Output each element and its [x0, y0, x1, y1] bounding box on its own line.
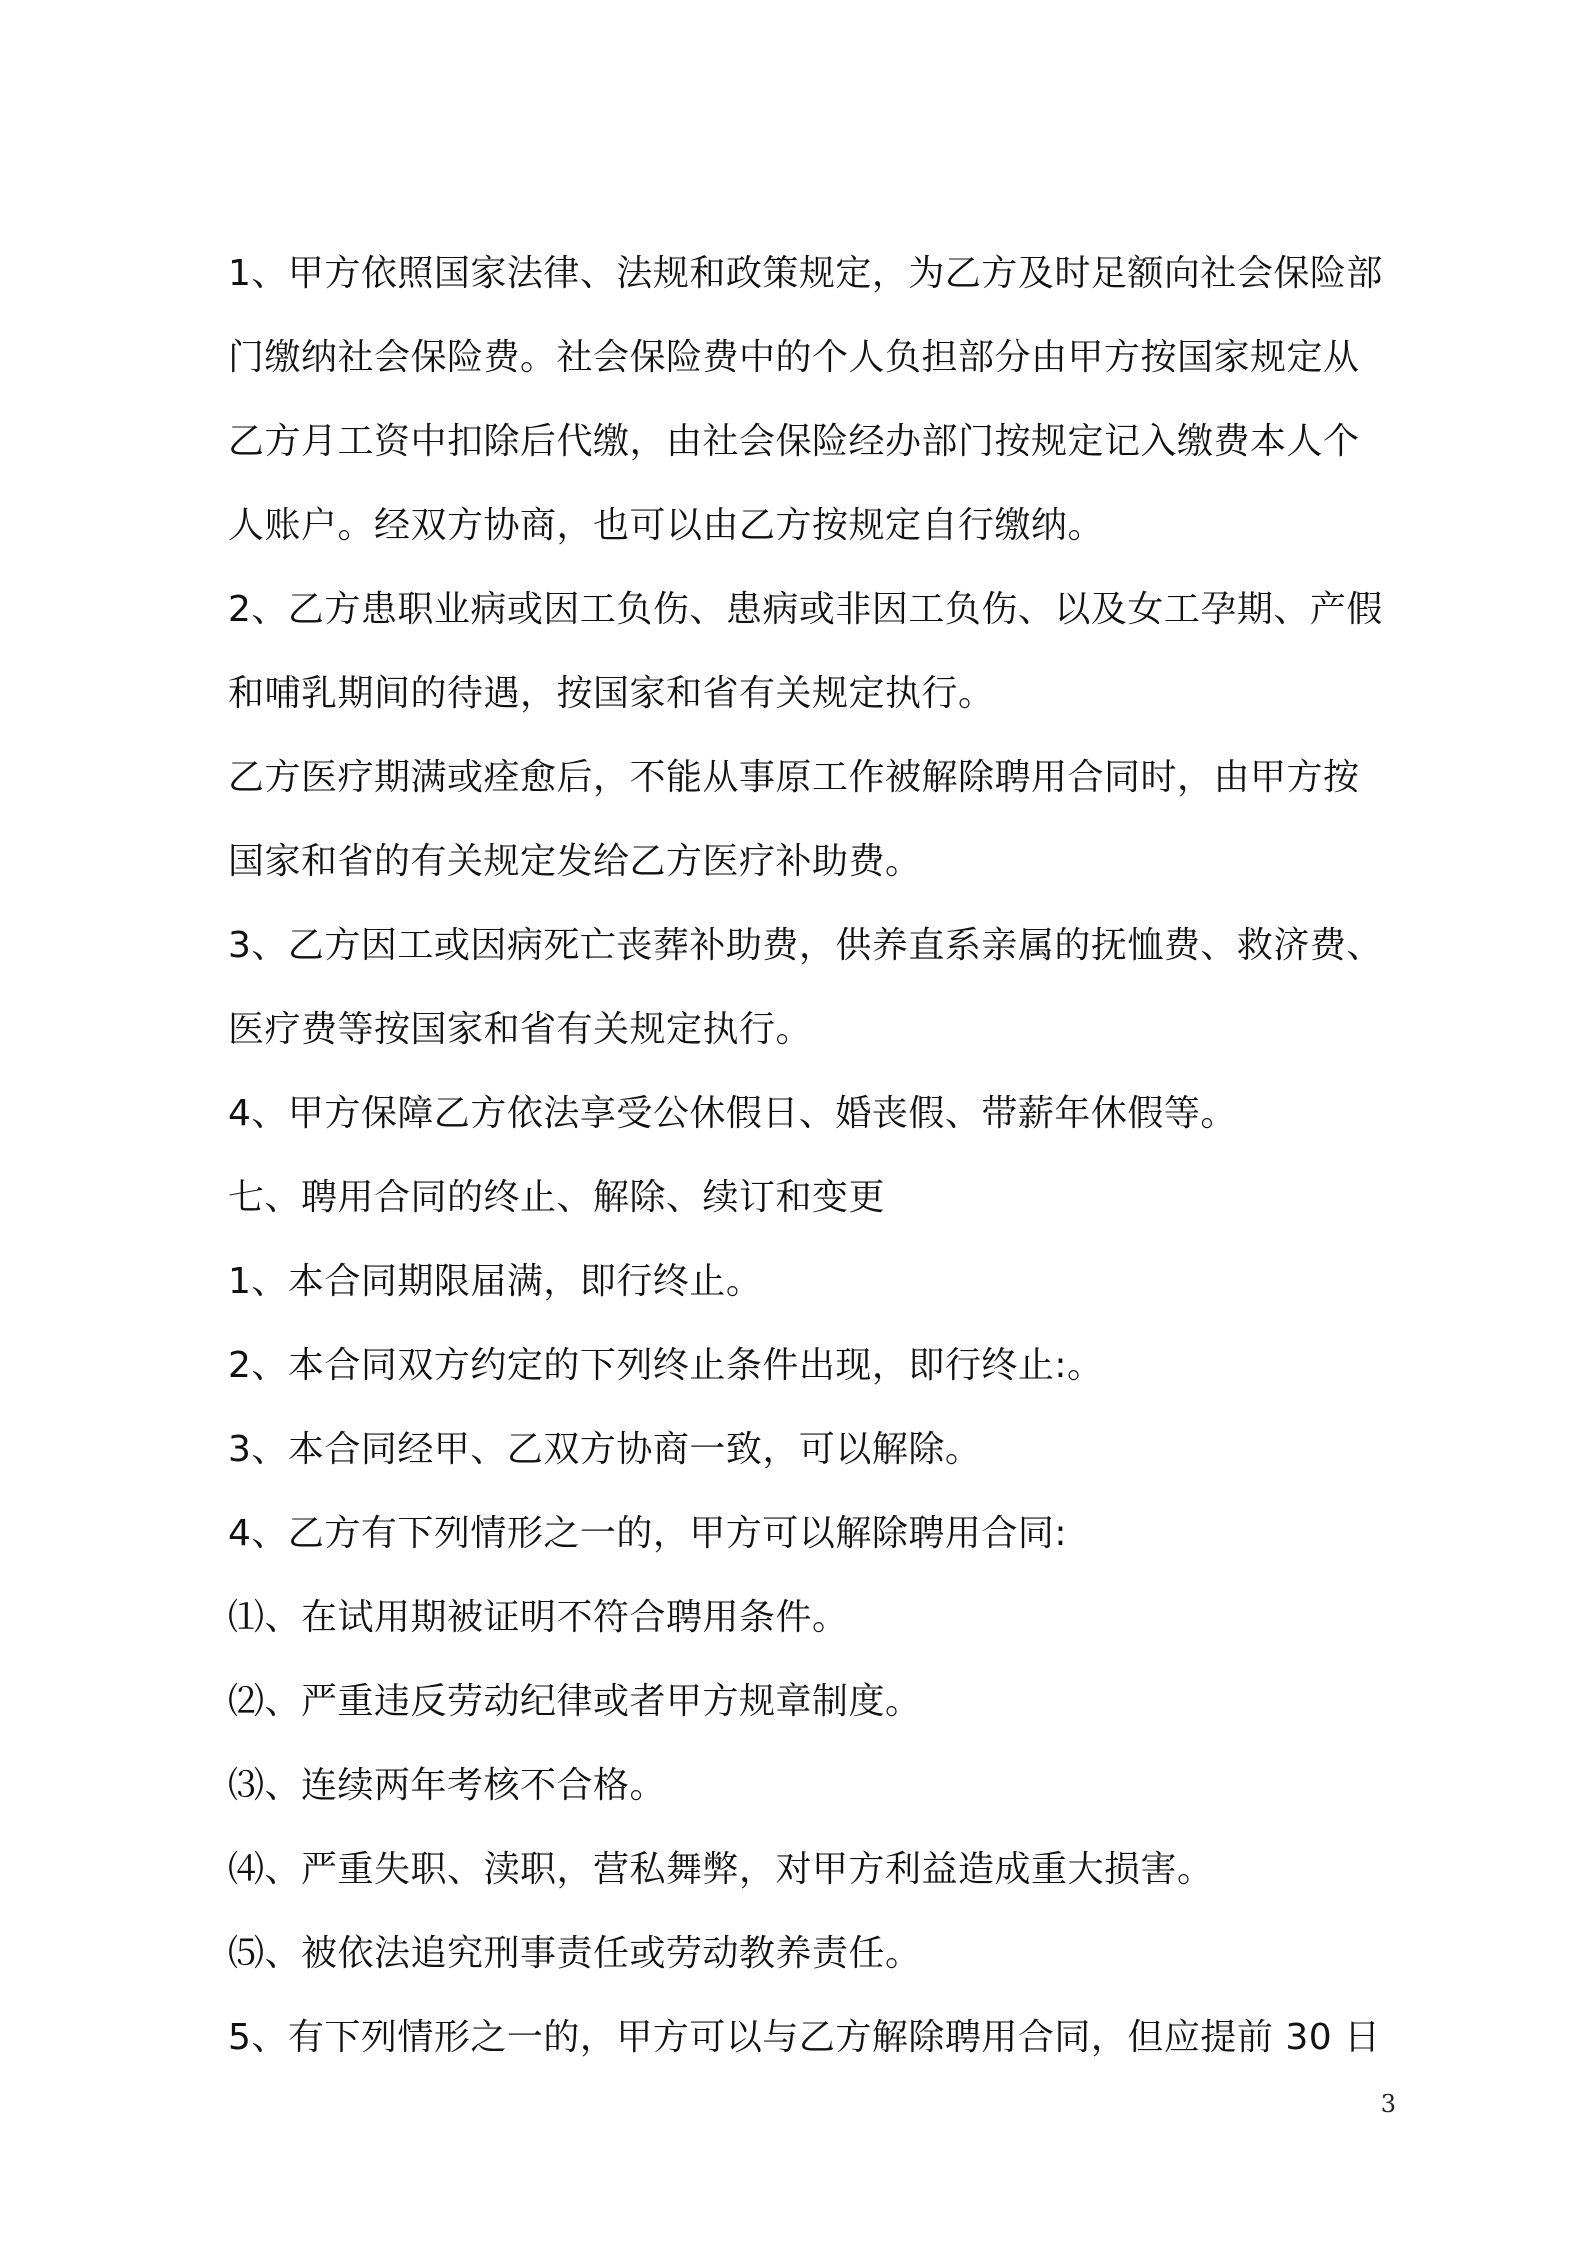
text-line: 3、本合同经甲、乙双方协商一致，可以解除。: [228, 1429, 982, 1470]
text-line: 和哺乳期间的待遇，按国家和省有关规定执行。: [228, 673, 995, 714]
text-line: ⑵、严重违反劳动纪律或者甲方规章制度。: [228, 1681, 922, 1722]
text-line: 人账户。经双方协商，也可以由乙方按规定自行缴纳。: [228, 505, 1105, 546]
text-line: 4、甲方保障乙方依法享受公休假日、婚丧假、带薪年休假等。: [228, 1093, 1237, 1134]
document-body: [228, 232, 1408, 2080]
text-line: 5、有下列情形之一的，甲方可以与乙方解除聘用合同，但应提前 30 日: [228, 2017, 1381, 2058]
text-line: ⑷、严重失职、渎职，营私舞弊，对甲方利益造成重大损害。: [228, 1849, 1214, 1890]
text-line: 2、本合同双方约定的下列终止条件出现，即行终止:。: [228, 1345, 1104, 1386]
text-line: 医疗费等按国家和省有关规定执行。: [228, 1009, 813, 1050]
text-line: 国家和省的有关规定发给乙方医疗补助费。: [228, 841, 922, 882]
text-line: ⑸、被依法追究刑事责任或劳动教养责任。: [228, 1933, 922, 1974]
page-number: 3: [1380, 2090, 1396, 2118]
text-line: 乙方医疗期满或痊愈后，不能从事原工作被解除聘用合同时，由甲方按: [228, 757, 1360, 798]
text-line: 乙方月工资中扣除后代缴，由社会保险经办部门按规定记入缴费本人个: [228, 421, 1360, 462]
text-line: 1、甲方依照国家法律、法规和政策规定，为乙方及时足额向社会保险部: [228, 253, 1383, 294]
text-line: 1、本合同期限届满，即行终止。: [228, 1261, 763, 1302]
text-line: ⑴、在试用期被证明不符合聘用条件。: [228, 1597, 849, 1638]
text-line: 门缴纳社会保险费。社会保险费中的个人负担部分由甲方按国家规定从: [228, 337, 1360, 378]
text-line: 3、乙方因工或因病死亡丧葬补助费，供养直系亲属的抚恤费、救济费、: [228, 925, 1383, 966]
text-line: 2、乙方患职业病或因工负伤、患病或非因工负伤、以及女工孕期、产假: [228, 589, 1383, 630]
section-heading: 七、聘用合同的终止、解除、续订和变更: [228, 1177, 886, 1218]
text-line: 4、乙方有下列情形之一的，甲方可以解除聘用合同:: [228, 1513, 1068, 1554]
text-line: ⑶、连续两年考核不合格。: [228, 1765, 667, 1806]
